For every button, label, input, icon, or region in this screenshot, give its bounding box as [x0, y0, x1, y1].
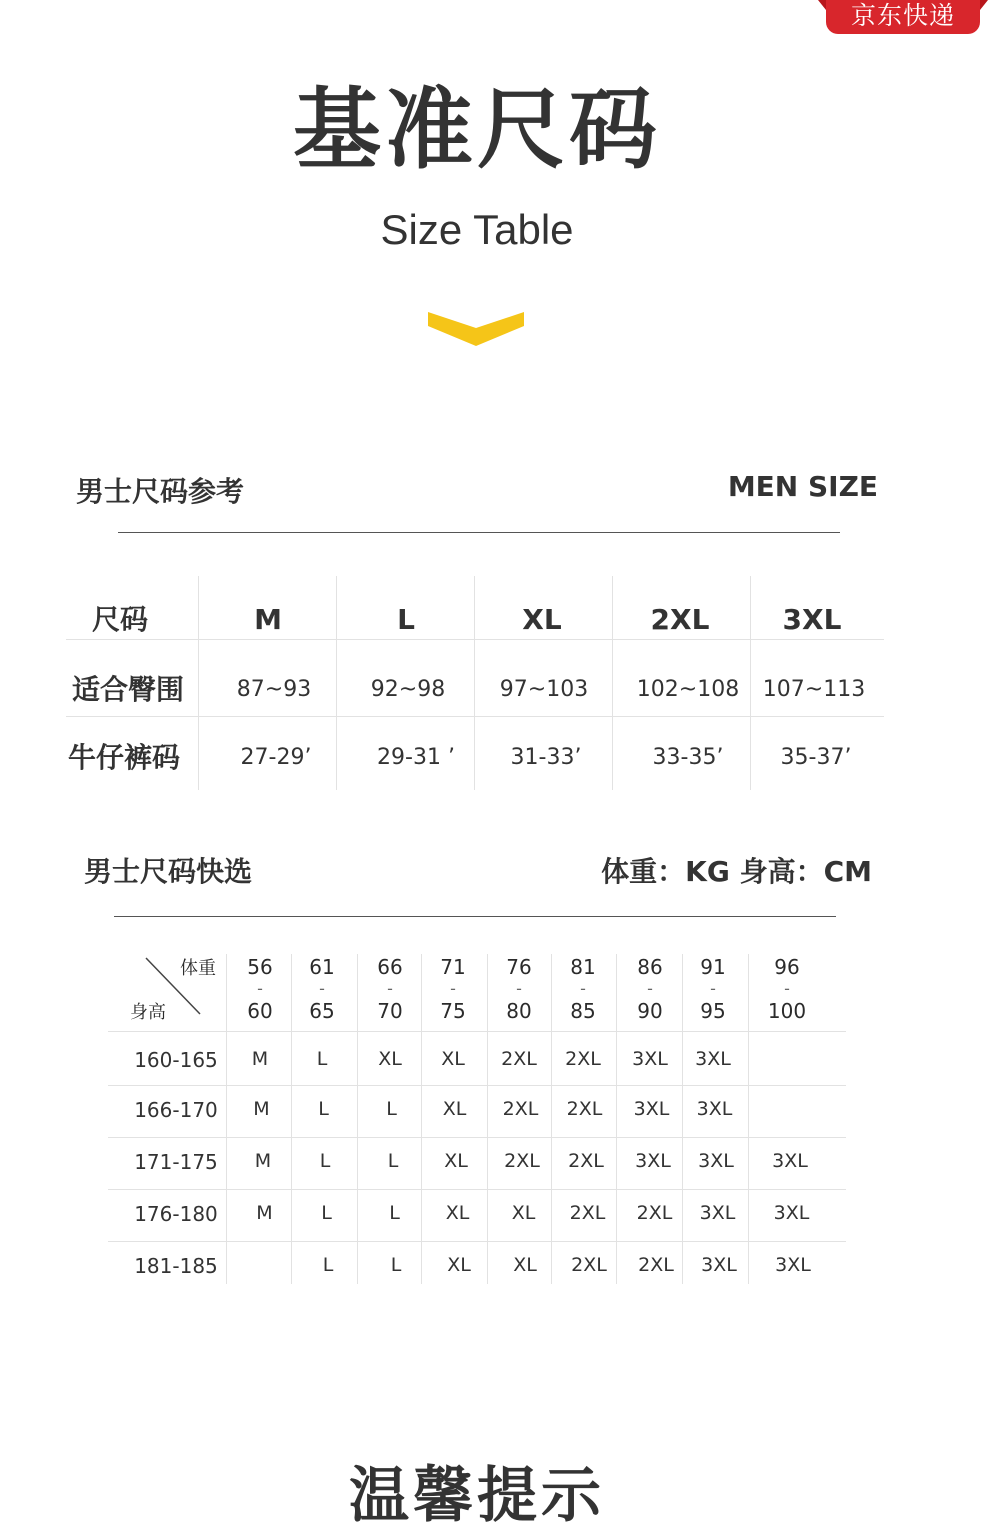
height-range-label: 181-185 — [134, 1254, 218, 1278]
size-recommendation: 2XL — [566, 1098, 603, 1120]
quick-select-col-divider — [616, 954, 617, 1284]
size-col-l: L — [397, 603, 415, 636]
corner-cell — [108, 952, 224, 1028]
size-recommendation: 3XL — [701, 1254, 737, 1276]
weight-col-header — [230, 956, 290, 1022]
weight-range-top: 81 — [570, 955, 596, 979]
weight-range-top: 76 — [506, 955, 532, 979]
quick-select-col-divider — [421, 954, 422, 1284]
quick-select-title: 男士尺码快选 — [84, 855, 253, 888]
quick-select-row — [0, 1088, 990, 1134]
tips-title: 温馨提示 — [349, 1461, 605, 1531]
size-recommendation: 2XL — [569, 1202, 606, 1224]
size-recommendation: 3XL — [632, 1048, 668, 1070]
size-recommendation: M — [253, 1098, 270, 1120]
hip-value-xl: 97~103 — [499, 677, 589, 702]
quick-select-row-divider — [108, 1241, 846, 1242]
weight-range-top: 66 — [377, 955, 403, 979]
jeans-value-m: 27-29’ — [240, 745, 312, 770]
quick-select-col-divider — [551, 954, 552, 1284]
weight-range-bottom: 75 — [440, 999, 466, 1023]
weight-range-dash: - — [387, 979, 393, 998]
size-recommendation: L — [319, 1150, 331, 1172]
jeans-value-xl: 31-33’ — [510, 745, 582, 770]
quick-select-row-divider — [108, 1189, 846, 1190]
quick-select-col-divider — [357, 954, 358, 1284]
size-recommendation: XL — [511, 1202, 536, 1224]
quick-select-divider — [114, 916, 836, 917]
men-size-row-divider — [66, 716, 884, 717]
quick-select-row-divider — [108, 1137, 846, 1138]
size-recommendation: L — [318, 1098, 329, 1120]
men-size-col-divider — [336, 576, 337, 790]
size-recommendation: 3XL — [635, 1150, 671, 1172]
men-size-col-divider — [474, 576, 475, 790]
weight-col-header — [489, 956, 549, 1022]
size-recommendation: M — [254, 1150, 272, 1172]
weight-range-top: 71 — [440, 955, 466, 979]
weight-range-dash: - — [580, 979, 586, 998]
weight-range-top: 96 — [774, 955, 800, 979]
size-recommendation: L — [316, 1048, 328, 1070]
weight-range-dash: - — [647, 979, 653, 998]
size-recommendation: M — [251, 1048, 269, 1070]
size-recommendation: 3XL — [696, 1098, 733, 1120]
weight-range-top: 86 — [637, 955, 663, 979]
men-size-col-divider — [750, 576, 751, 790]
men-size-row-divider — [66, 639, 884, 640]
size-recommendation: 3XL — [699, 1202, 736, 1224]
hip-value-2xl: 102~108 — [636, 677, 740, 702]
size-recommendation: L — [322, 1254, 334, 1276]
men-size-title: 男士尺码参考 — [76, 475, 245, 508]
weight-range-bottom: 70 — [377, 999, 403, 1023]
quick-select-col-divider — [487, 954, 488, 1284]
size-recommendation: XL — [444, 1150, 468, 1172]
hip-value-3xl: 107~113 — [762, 677, 866, 702]
size-recommendation: 3XL — [775, 1254, 811, 1276]
weight-range-dash: - — [319, 979, 325, 998]
height-range-label: 166-170 — [134, 1098, 218, 1122]
hip-row-label: 适合臀围 — [72, 673, 185, 706]
hip-row — [66, 656, 884, 724]
height-range-label: 176-180 — [134, 1202, 218, 1226]
quick-select-col-divider — [291, 954, 292, 1284]
weight-col-header — [757, 956, 817, 1022]
weight-range-top: 61 — [309, 955, 335, 979]
size-recommendation: L — [386, 1098, 397, 1120]
jeans-value-3xl: 35-37’ — [780, 745, 852, 770]
size-recommendation: 2XL — [571, 1254, 607, 1276]
weight-col-header — [292, 956, 352, 1022]
size-recommendation: L — [390, 1254, 402, 1276]
size-recommendation: 2XL — [501, 1048, 537, 1070]
weight-col-header — [423, 956, 483, 1022]
quick-select-row — [0, 1192, 990, 1238]
size-recommendation: L — [389, 1202, 400, 1224]
jeans-value-l: 29-31 ’ — [377, 745, 455, 770]
weight-range-bottom: 95 — [700, 999, 726, 1023]
weight-range-dash: - — [710, 979, 716, 998]
weight-range-bottom: 80 — [506, 999, 532, 1023]
weight-range-bottom: 90 — [637, 999, 663, 1023]
men-size-col-divider — [612, 576, 613, 790]
jeans-value-2xl: 33-35’ — [652, 745, 724, 770]
men-size-header-row — [66, 586, 884, 654]
hip-value-m: 87~93 — [236, 677, 312, 702]
quick-select-row-divider — [108, 1085, 846, 1086]
size-recommendation: XL — [378, 1048, 402, 1070]
weight-range-dash: - — [516, 979, 522, 998]
size-recommendation: 2XL — [636, 1202, 673, 1224]
size-recommendation: 3XL — [773, 1202, 810, 1224]
size-recommendation: 2XL — [568, 1150, 604, 1172]
size-recommendation: 3XL — [633, 1098, 670, 1120]
size-recommendation: 3XL — [695, 1048, 731, 1070]
weight-col-header — [620, 956, 680, 1022]
quick-select-col-divider — [748, 954, 749, 1284]
men-size-label: MEN SIZE — [727, 470, 878, 503]
size-col-m: M — [254, 603, 282, 636]
weight-col-header — [683, 956, 743, 1022]
quick-select-row — [0, 1140, 990, 1186]
quick-select-units: 体重：KG 身高：CM — [601, 855, 872, 888]
size-recommendation: M — [256, 1202, 273, 1224]
weight-range-dash: - — [257, 979, 263, 998]
weight-range-bottom: 100 — [767, 999, 807, 1023]
weight-col-header — [360, 956, 420, 1022]
size-recommendation: L — [321, 1202, 332, 1224]
weight-range-bottom: 85 — [570, 999, 596, 1023]
weight-col-header — [553, 956, 613, 1022]
corner-weight-label: 体重 — [180, 958, 216, 979]
weight-range-dash: - — [784, 979, 790, 998]
chevron-down-icon — [428, 310, 524, 350]
weight-range-top: 56 — [247, 955, 273, 979]
jd-express-badge: 京东快递 — [826, 0, 980, 34]
page-title: 基准尺码 — [292, 78, 661, 181]
jeans-row — [66, 724, 884, 792]
corner-height-label: 身高 — [130, 1002, 166, 1023]
weight-range-dash: - — [450, 979, 456, 998]
size-recommendation: 3XL — [698, 1150, 734, 1172]
size-recommendation: XL — [447, 1254, 471, 1276]
size-recommendation: L — [387, 1150, 399, 1172]
men-size-divider — [118, 532, 840, 533]
quick-select-row — [0, 1244, 990, 1290]
hip-value-l: 92~98 — [370, 677, 446, 702]
weight-range-top: 91 — [700, 955, 726, 979]
quick-select-row-divider — [108, 1031, 846, 1032]
quick-select-col-divider — [226, 954, 227, 1284]
size-header-label: 尺码 — [92, 603, 149, 636]
size-recommendation: XL — [513, 1254, 537, 1276]
jeans-row-label: 牛仔裤码 — [68, 741, 181, 774]
quick-select-row — [0, 1038, 990, 1084]
size-recommendation: 3XL — [772, 1150, 808, 1172]
size-recommendation: XL — [442, 1098, 467, 1120]
height-range-label: 171-175 — [134, 1150, 218, 1174]
size-col-3xl: 3XL — [782, 603, 842, 636]
size-recommendation: 2XL — [565, 1048, 601, 1070]
weight-range-bottom: 65 — [309, 999, 335, 1023]
men-size-col-divider — [198, 576, 199, 790]
weight-range-bottom: 60 — [247, 999, 273, 1023]
quick-select-col-divider — [682, 954, 683, 1284]
page-subtitle: Size Table — [380, 206, 574, 253]
size-recommendation: XL — [445, 1202, 470, 1224]
size-col-xl: XL — [522, 603, 562, 636]
size-recommendation: XL — [441, 1048, 465, 1070]
size-col-2xl: 2XL — [650, 603, 710, 636]
height-range-label: 160-165 — [134, 1048, 218, 1072]
size-recommendation: 2XL — [504, 1150, 540, 1172]
size-recommendation: 2XL — [638, 1254, 674, 1276]
size-recommendation: 2XL — [502, 1098, 539, 1120]
